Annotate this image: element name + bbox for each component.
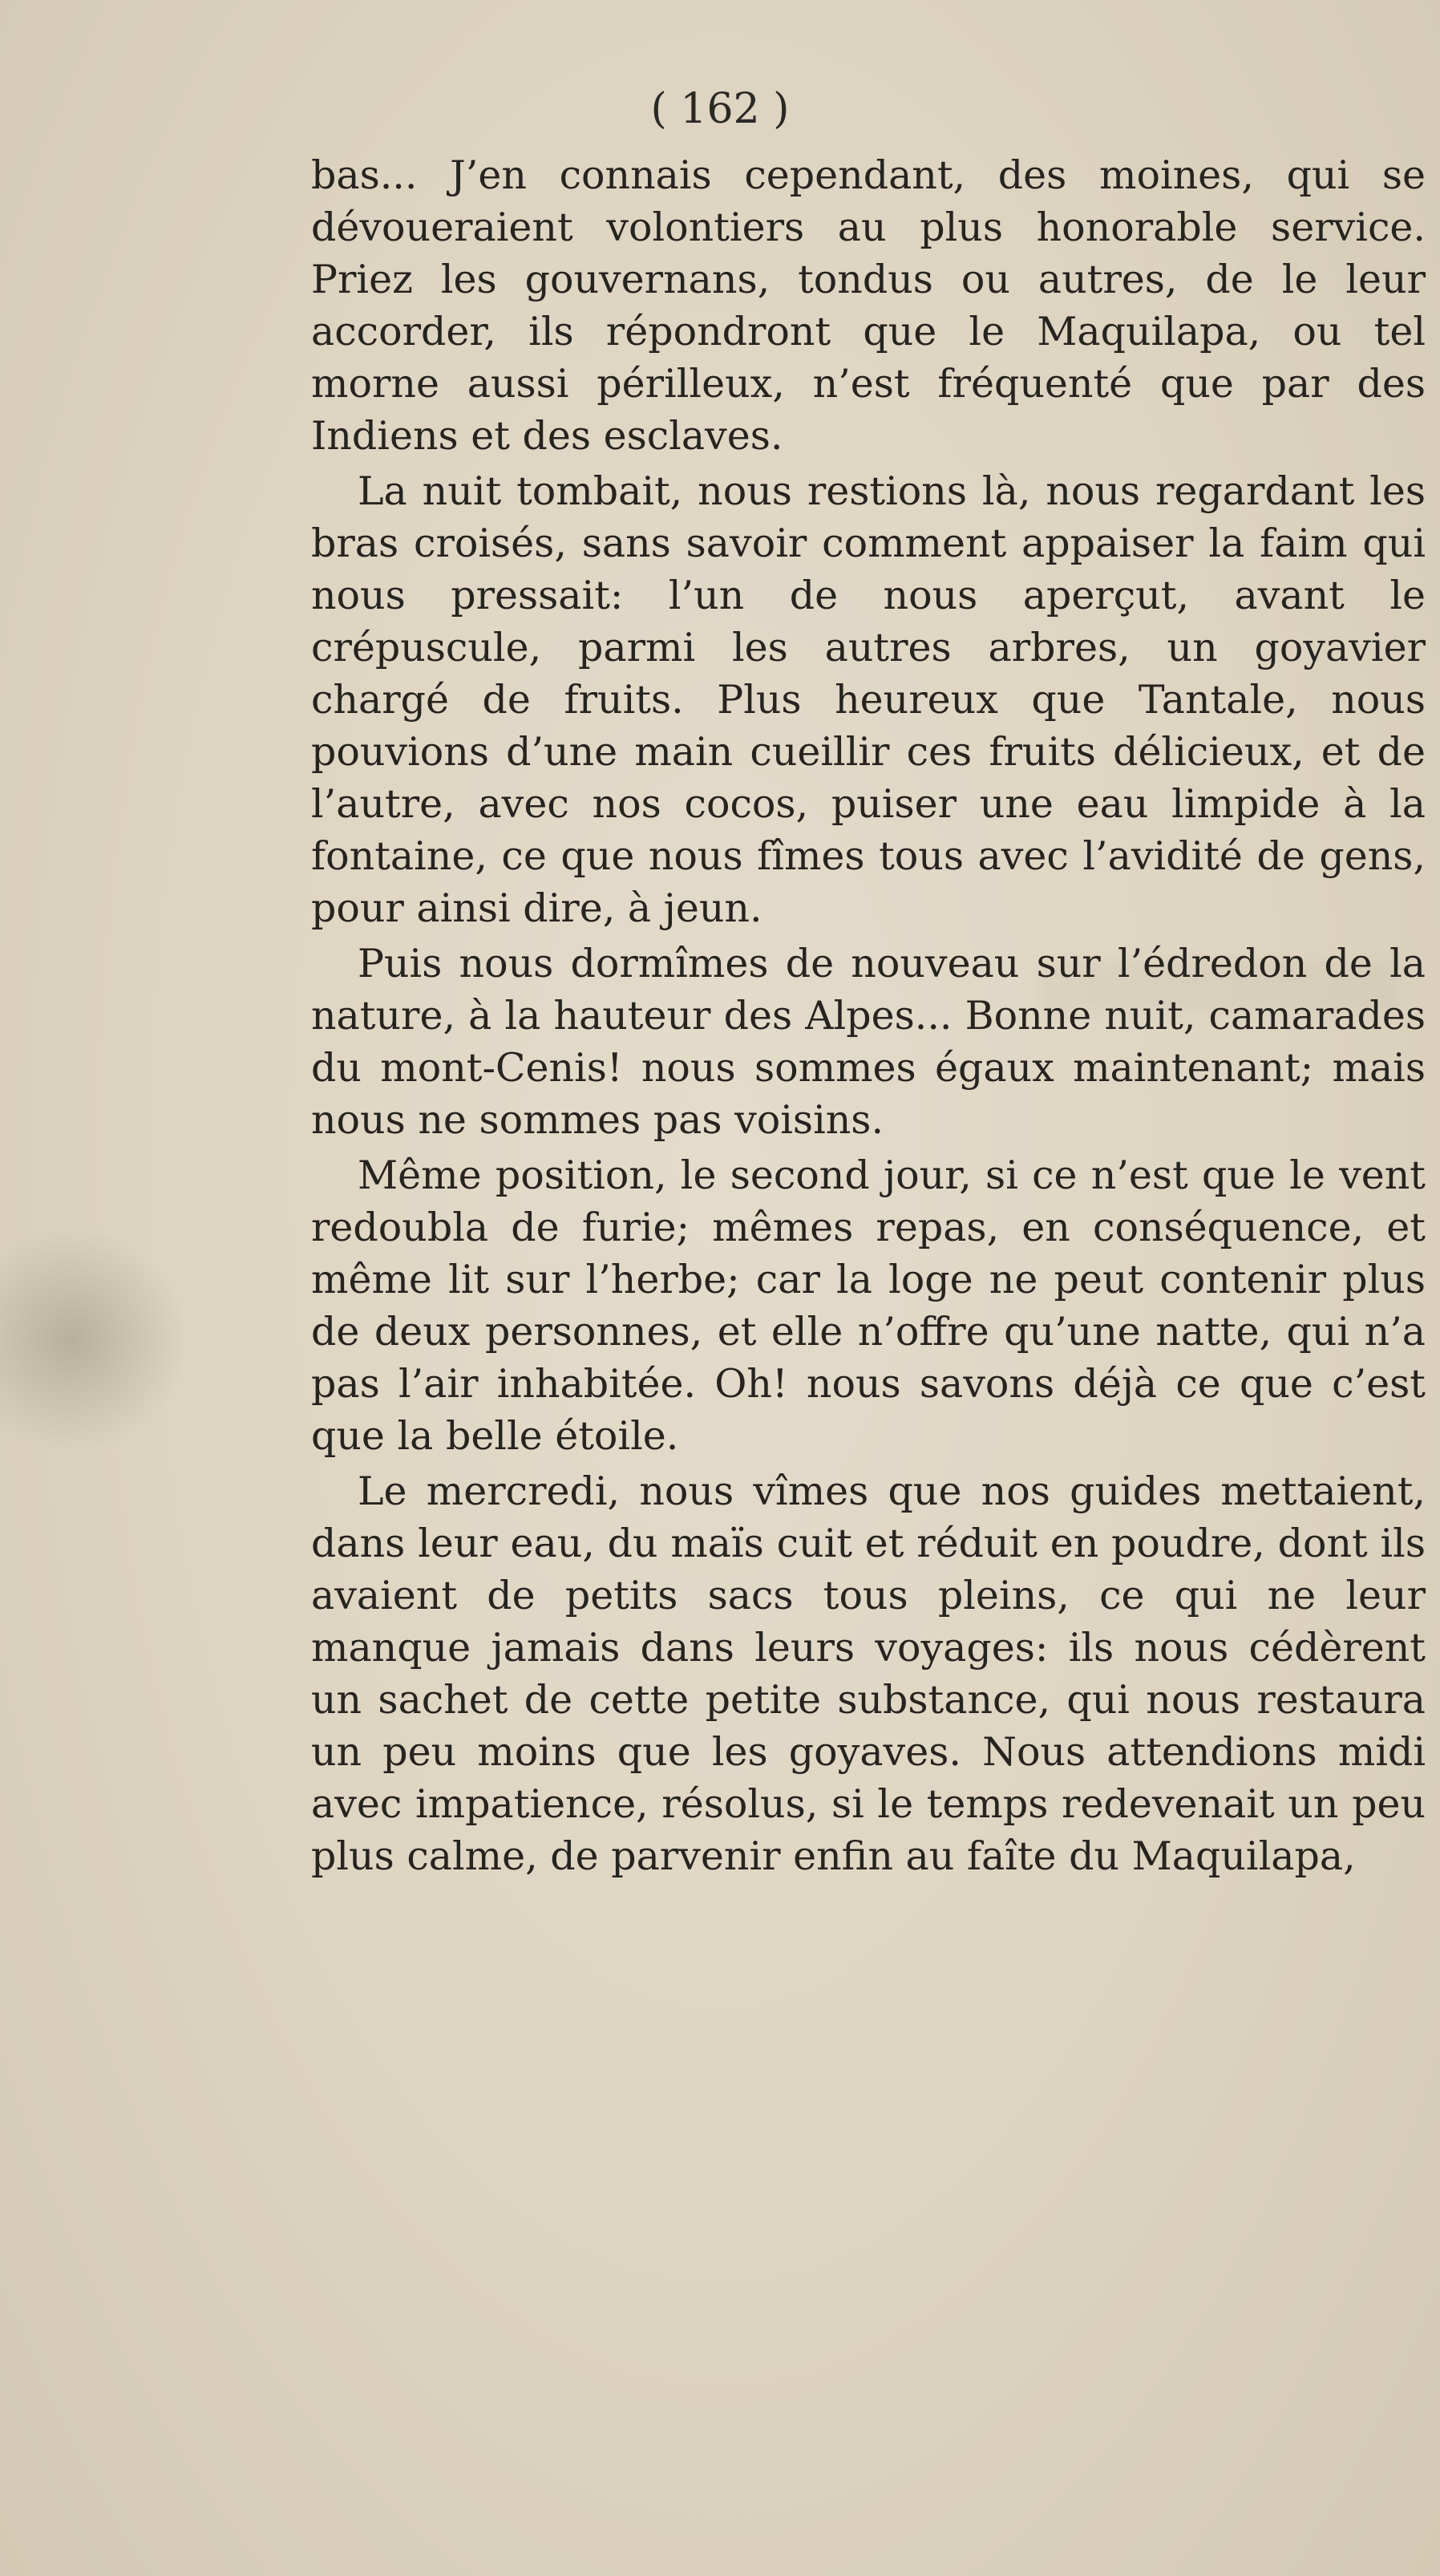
paragraph-continuation: bas... J’en connais cependant, des moines, qui se dévoueraient volontiers au plus honorable service. Priez les gouvernans, tondus ou autres, de le leur accorder, ils répondront que le Maquilapa, ou tel morne aussi périlleux, n’est fréquenté que par des Indiens et des esclaves. bbox=[311, 152, 1426, 459]
paragraph: Le mercredi, nous vîmes que nos guides mettaient, dans leur eau, du maïs cuit et réduit en poudre, dont ils avaient de petits sacs tous pleins, ce qui ne leur manque jamais dans leurs voyages: ils nous cédèrent un sachet de cette petite substance, qui nous restaura un peu moins que les goyaves. Nous attendions midi avec impatience, résolus, si le temps redevenait un peu plus calme, de parvenir enfin au faîte du Maquilapa, bbox=[311, 1468, 1426, 1879]
paragraph: Puis nous dormîmes de nouveau sur l’édredon de la nature, à la hauteur des Alpes... Bonne nuit, camarades du mont-Cenis! nous sommes égaux maintenant; mais nous ne sommes pas voisins. bbox=[311, 941, 1426, 1143]
page-number: ( 162 ) bbox=[650, 85, 790, 133]
paragraph: Même position, le second jour, si ce n’est que le vent redoubla de furie; mêmes repas, en conséquence, et même lit sur l’herbe; car la loge ne peut contenir plus de deux personnes, et elle n’offre qu’une natte, qui n’a pas l’air inhabitée. Oh! nous savons déjà ce que c’est que la belle étoile. bbox=[311, 1152, 1426, 1459]
paragraph: La nuit tombait, nous restions là, nous regardant les bras croisés, sans savoir comment appaiser la faim qui nous pressait: l’un de nous aperçut, avant le crépuscule, parmi les autres arbres, un goyavier chargé de fruits. Plus heureux que Tantale, nous pouvions d’une main cueillir ces fruits délicieux, et de l’autre, avec nos cocos, puiser une eau limpide à la fontaine, ce que nous fîmes tous avec l’avidité de gens, pour ainsi dire, à jeun. bbox=[311, 468, 1426, 931]
body-text bbox=[311, 149, 1426, 1885]
